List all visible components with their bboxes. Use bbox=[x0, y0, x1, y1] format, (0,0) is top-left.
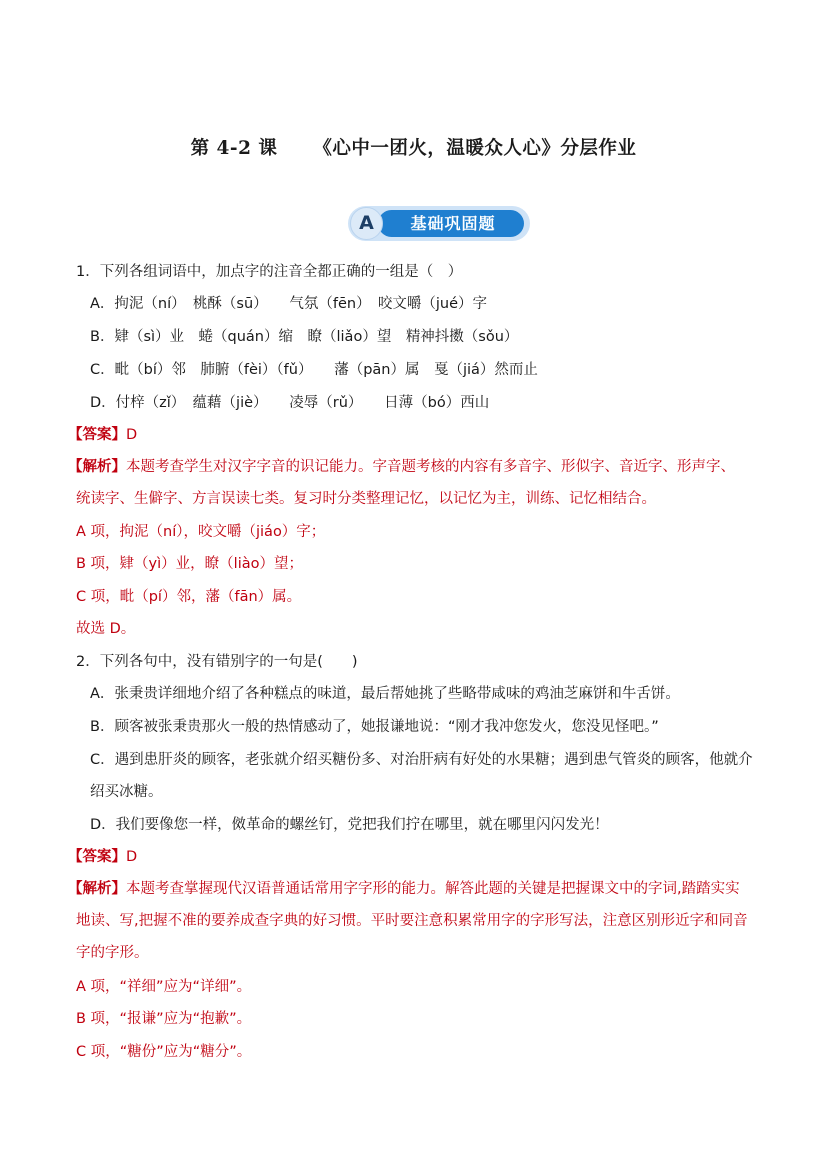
q2-analysis-line: B 项，“报谦”应为“抱歉”。 bbox=[76, 1011, 252, 1027]
q2-stem: 2．下列各句中，没有错别字的一句是( ) bbox=[76, 654, 358, 670]
q2-option-c-cont: 绍买冰糖。 bbox=[90, 784, 163, 800]
q2-analysis-tag: 【解析】 bbox=[68, 881, 126, 897]
q1-option-a: A．拘泥（ní） 桃酥（sū） 气氛（fēn） 咬文嚼（jué）字 bbox=[90, 296, 487, 312]
q1-analysis-line: 统读字、生僻字、方言误读七类。复习时分类整理记忆，以记忆为主，训练、记忆相结合。 bbox=[76, 491, 656, 507]
q2-analysis-line: A 项，“祥细”应为“详细”。 bbox=[76, 979, 252, 995]
q1-analysis-line: C 项，毗（pí）邻，藩（fān）属。 bbox=[76, 589, 302, 605]
q2-option-c: C．遇到患肝炎的顾客，老张就介绍买糖份多、对治肝病有好处的水果糖；遇到患气管炎的顾客，他就介 bbox=[90, 752, 753, 768]
q2-answer bbox=[68, 847, 137, 867]
q1-option-b: B．肄（sì）业 蜷（quán）缩 瞭（liǎo）望 精神抖擞（sǒu） bbox=[90, 329, 519, 345]
q2-answer-value: D bbox=[126, 849, 138, 865]
lesson-name: 《心中一团火，温暖众人心》分层作业 bbox=[313, 138, 637, 159]
q2-analysis-line bbox=[68, 879, 740, 899]
q2-analysis-line: 字的字形。 bbox=[76, 945, 149, 961]
q2-answer-tag: 【答案】 bbox=[68, 849, 126, 865]
q1-analysis-line: B 项，肄（yì）业，瞭（liào）望； bbox=[76, 556, 303, 572]
q2-option-a: A．张秉贵详细地介绍了各种糕点的味道，最后帮她挑了些略带咸味的鸡油芝麻饼和牛舌饼。 bbox=[90, 686, 680, 702]
q1-analysis-tag: 【解析】 bbox=[68, 459, 126, 475]
q1-stem: 1．下列各组词语中，加点字的注音全都正确的一组是（ ） bbox=[76, 264, 463, 280]
page-title bbox=[0, 134, 827, 160]
lesson-number: 第 4-2 课 bbox=[190, 138, 278, 159]
q1-answer-value: D bbox=[126, 427, 138, 443]
badge-letter: A bbox=[359, 212, 374, 234]
q1-answer bbox=[68, 425, 137, 445]
q1-analysis-line bbox=[68, 457, 735, 477]
q1-answer-tag: 【答案】 bbox=[68, 427, 126, 443]
q1-option-d: D．付梓（zǐ） 蕴藉（jiè） 凌辱（rǔ） 日薄（bó）西山 bbox=[90, 395, 490, 411]
q1-analysis-line: 故选 D。 bbox=[76, 621, 136, 637]
q1-analysis-text: 本题考查学生对汉字字音的识记能力。字音题考核的内容有多音字、形似字、音近字、形声字、 bbox=[126, 459, 735, 475]
q2-option-b: B．顾客被张秉贵那火一般的热情感动了，她报谦地说：“刚才我冲您发火，您没见怪吧。” bbox=[90, 719, 659, 735]
q1-option-c: C．毗（bí）邻 肺腑（fèi）（fǔ） 藩（pān）属 戛（jiá）然而止 bbox=[90, 362, 538, 378]
q2-analysis-line: 地读、写,把握不准的要养成查字典的好习惯。平时要注意积累常用字的字形写法，注意区别形近字和同音 bbox=[76, 913, 748, 929]
q2-analysis-text: 本题考查掌握现代汉语普通话常用字字形的能力。解答此题的关键是把握课文中的字词,踏踏实实 bbox=[126, 881, 740, 897]
section-badge bbox=[348, 206, 530, 241]
badge-label: 基础巩固题 bbox=[410, 214, 496, 233]
q1-analysis-line: A 项，拘泥（ní），咬文嚼（jiáo）字； bbox=[76, 524, 326, 540]
q2-option-d: D．我们要像您一样，傚革命的螺丝钉，党把我们拧在哪里，就在哪里闪闪发光！ bbox=[90, 817, 609, 833]
q2-analysis-line: C 项，“糖份”应为“糖分”。 bbox=[76, 1044, 252, 1060]
